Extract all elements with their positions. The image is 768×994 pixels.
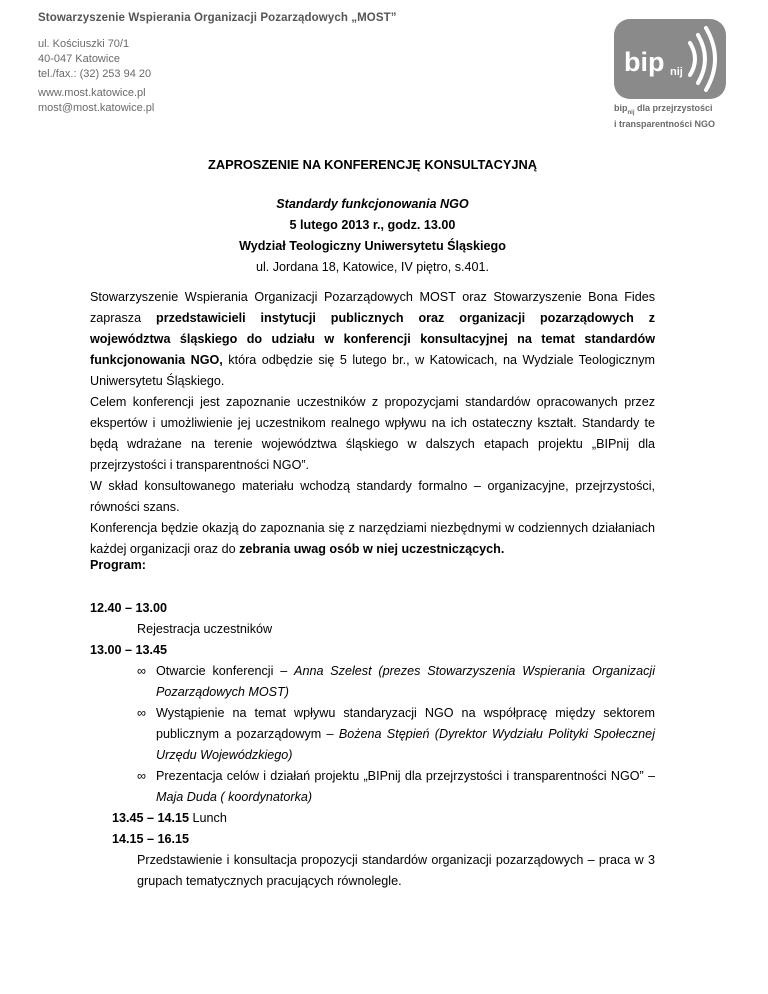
document-title: ZAPROSZENIE NA KONFERENCJĘ KONSULTACYJNĄ [208,157,537,172]
program-bullet-3 [90,766,655,808]
opportunity-bold-text: zebrania uwag osób w niej uczestniczących. [239,542,505,556]
bullet-1-text: Otwarcie konferencji – [156,664,295,678]
tagline-line1: dla przejrzystości [634,103,713,113]
logo-brand-text: bip [624,47,665,77]
program-bullet-2 [90,703,655,766]
opportunity-text: Konferencja będzie okazją do zapoznania się z narzędziami niezbędnymi w codziennych działaniach każdej organizacji oraz do [90,521,655,556]
address-city: 40-047 Katowice [38,53,120,65]
infinity-bullet-icon: ∞ [137,706,146,720]
tagline-brand-suffix: nij [627,109,635,116]
invitation-text [90,287,655,560]
event-details [90,194,655,278]
paragraph-opportunity [90,518,655,560]
infinity-bullet-icon: ∞ [137,769,146,783]
logo-tagline [614,103,715,130]
bullet-3-text: Prezentacja celów i działań projektu „BIPnij dla przejrzystości i transparentności NGO” – [156,769,655,783]
website-link[interactable]: www.most.katowice.pl [38,87,146,99]
intro-text: Stowarzyszenie Wspierania Organizacji Pozarządowych MOST oraz Stowarzyszenie Bona Fides zaprasza [90,290,655,325]
bullet-2-speaker: Bożena Stępień (Dyrektor Wydziału Polityki Społecznej Urzędu Wojewódzkiego) [156,727,655,762]
paragraph-materials: W skład konsultowanego materiału wchodzą standardy formalno – organizacyjne, przejrzystości, równości szans. [90,479,655,514]
bullet-1-speaker: Anna Szelest (prezes Stowarzyszenia Wspierania Organizacji Pozarządowych MOST) [156,664,655,699]
logo-waves-icon [614,19,726,99]
organization-name: Stowarzyszenie Wspierania Organizacji Pozarządowych „MOST” [38,12,397,24]
session-time-2: 13.00 – 13.45 [90,643,168,657]
event-name: Standardy funkcjonowania NGO [276,197,469,211]
program-schedule [90,598,655,892]
event-venue: Wydział Teologiczny Uniwersytetu Śląskiego [239,239,506,253]
session-time-1: 12.40 – 13.00 [90,601,168,615]
organization-address [38,37,151,82]
paragraph-goal: Celem konferencji jest zapoznanie uczestników z propozycjami standardów opracowanych przez ekspertów i umożliwienie jej uczestnikom realnego wpływu na ich ostateczny kształt. Standardy te będą wdrażane na terenie województwa śląskiego w dalszych etapach projektu „BIPnij dla przejrzystości i transparentności NGO”. [90,395,655,472]
session-time-3: 13.45 – 14.15 [112,811,190,825]
event-address: ul. Jordana 18, Katowice, IV piętro, s.401. [255,260,490,274]
session-text-4: Przedstawienie i konsultacja propozycji standardów organizacji pozarządowych – praca w 3 grupach tematycznych pracujących równolegle. [137,853,655,888]
event-date: 5 lutego 2013 r., godz. 13.00 [289,218,456,232]
paragraph-intro [90,287,655,392]
bullet-3-speaker: Maja Duda ( koordynatorka) [156,790,313,804]
tagline-line2: i transparentności NGO [614,118,716,129]
session-3 [90,808,655,829]
bipnij-logo [614,19,732,129]
session-text-3: Lunch [189,811,227,825]
intro-bold-text: przedstawicieli instytucji publicznych oraz organizacji pozarządowych z województwa śląskiego do udziału w konferencji konsultacyjnej na temat standardów funkcjonowania NGO, [90,311,655,367]
session-text-1: Rejestracja uczestników [137,622,273,636]
logo-box [614,19,726,99]
organization-contact [38,86,154,116]
tagline-brand: bip [614,103,628,113]
intro-end-text: która odbędzie się 5 lutego br., w Katowicach, na Wydziale Teologicznym Uniwersytetu Śląskiego. [90,353,655,388]
infinity-bullet-icon: ∞ [137,664,146,678]
session-time-4: 14.15 – 16.15 [112,832,190,846]
program-heading: Program: [90,558,146,572]
email-link[interactable]: most@most.katowice.pl [38,102,155,114]
program-bullet-1 [90,661,655,703]
address-street: ul. Kościuszki 70/1 [38,38,130,50]
phone-number: tel./fax.: (32) 253 94 20 [38,68,152,80]
logo-brand-suffix: nij [670,66,683,78]
bullet-2-text: Wystąpienie na temat wpływu standaryzacji NGO na współpracę między sektorem publicznym a pozarządowym – [156,706,655,741]
